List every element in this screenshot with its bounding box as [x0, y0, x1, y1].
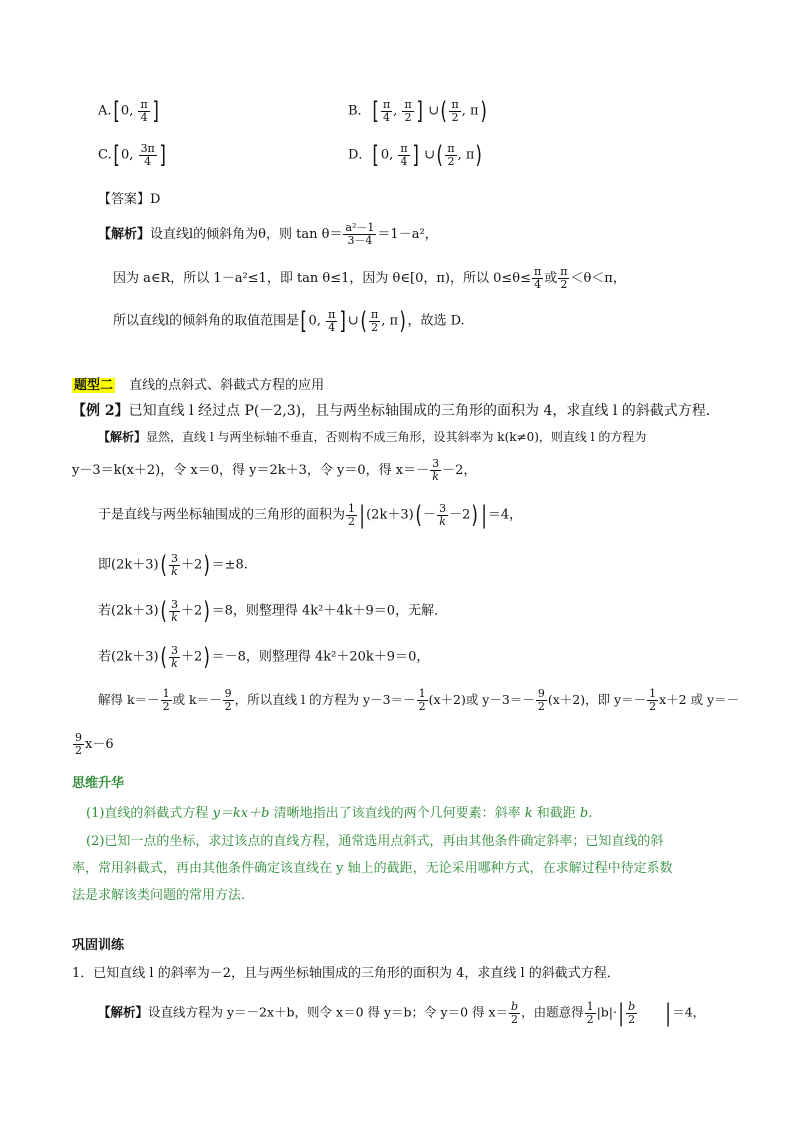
analysis1-line1: 【解析】设直线l的倾斜角为θ，则 tan θ＝ $\frac{\text{a²－1}}{3-4}$ ＝1－a²， — [98, 221, 438, 247]
solution2-line4: 即(2k＋3)( $\frac{3}{k}$ ＋2)＝±8. — [98, 551, 248, 579]
solution2-line8: $\frac{9}{2}$ x－6 — [75, 731, 114, 757]
section-heading — [72, 374, 324, 393]
solution2-line3: 于是直线与两坐标轴围成的三角形的面积为 $\frac{1}{2}$ |(2k＋3)(－ $\frac{3}{k}$ －2) |＝4， — [98, 501, 523, 529]
practice-solution: 【解析】设直线方程为 y＝－2x＋b，则令 x＝0 得 y＝b；令 y＝0 得 x＝ $\frac{b}{2}$ ，由题意得 $\frac{1}{2}$ |b|·| $\frac{b}{2}$ |＝4， — [98, 999, 706, 1027]
thinking-p2-line2: 率，常用斜截式，再由其他条件确定该直线在 y 轴上的截距，无论采用哪种方式，在求解过程中待定系数 — [72, 861, 673, 876]
option-d: D．[0, $\frac{\pi}{4}$ ] ∪( $\frac{\pi}{2}$ , π) — [348, 141, 483, 169]
section-title: 直线的点斜式、斜截式方程的应用 — [129, 378, 325, 393]
thinking-title: 思维升华 — [72, 776, 125, 791]
thinking-p2-line1: (2)已知一点的坐标，求过该点的直线方程，通常选用点斜式，再由其他条件确定斜率；已知直线的斜 — [86, 834, 664, 849]
thinking-p1: (1)直线的斜截式方程 y＝kx＋b 清晰地指出了该直线的两个几何要素：斜率 k 和截距 b. — [86, 806, 593, 821]
practice-q1: 1．已知直线 l 的斜率为－2，且与两坐标轴围成的三角形的面积为 4，求直线 l 的斜截式方程． — [72, 966, 620, 981]
option-c: C.[0, $\frac{3\pi}{4}$ ] — [98, 141, 166, 169]
solution2-line2: y－3＝k(x＋2)，令 x＝0，得 y＝2k＋3，令 y＝0，得 x＝－ $\frac{3}{k}$ －2， — [72, 457, 477, 483]
solution2-line1: 【解析】显然，直线 l 与两坐标轴不垂直，否则构不成三角形，设其斜率为 k(k≠0)，则直线 l 的方程为 — [98, 430, 647, 444]
option-b: B．[ $\frac{\pi}{4}$ , $\frac{\pi}{2}$ ] ∪( $\frac{\pi}{2}$ , π) — [348, 97, 487, 125]
solution2-line5: 若(2k＋3)( $\frac{3}{k}$ ＋2)＝8，则整理得 4k²＋4k＋9＝0，无解． — [98, 597, 448, 625]
answer-label: 【答案】 — [98, 192, 151, 207]
answer-value: D — [150, 192, 161, 207]
section-tag: 题型二 — [74, 378, 114, 393]
solution2-line7: 解得 k＝－ $\frac{1}{2}$ 或 k＝－ $\frac{9}{2}$ ，所以直线 l 的方程为 y－3＝－ $\frac{1}{2}$ (x＋2)或 y－3＝－ $\frac{9}{2}$ (x＋2)，即 y＝－ $\frac{1}{2}$ x＋2 或 y＝－ — [98, 687, 740, 713]
thinking-p2-line3: 法是求解该类问题的常用方法． — [72, 888, 255, 903]
solution2-line6: 若(2k＋3)( $\frac{3}{k}$ ＋2)＝－8，则整理得 4k²＋20k＋9＝0， — [98, 643, 430, 671]
analysis1-line3: 所以直线l的倾斜角的取值范围是[0, $\frac{\pi}{4}$ ]∪( $\frac{\pi}{2}$ , π)，故选 D. — [113, 307, 465, 335]
example2: 【例 2】已知直线 l 经过点 P(－2,3)，且与两坐标轴围成的三角形的面积为 4，求直线 l 的斜截式方程． — [72, 403, 720, 419]
option-a: A.[0, $\frac{\pi}{4}$ ] — [98, 97, 159, 125]
answer-line — [98, 188, 160, 207]
analysis1-line2: 因为 a∈R，所以 1－a²≤1，即 tan θ≤1，因为 θ∈[0，π)，所以 0≤θ≤ $\frac{\pi}{4}$ 或 $\frac{\pi}{2}$ ＜θ＜π， — [113, 265, 626, 291]
practice-title: 巩固训练 — [72, 938, 125, 953]
